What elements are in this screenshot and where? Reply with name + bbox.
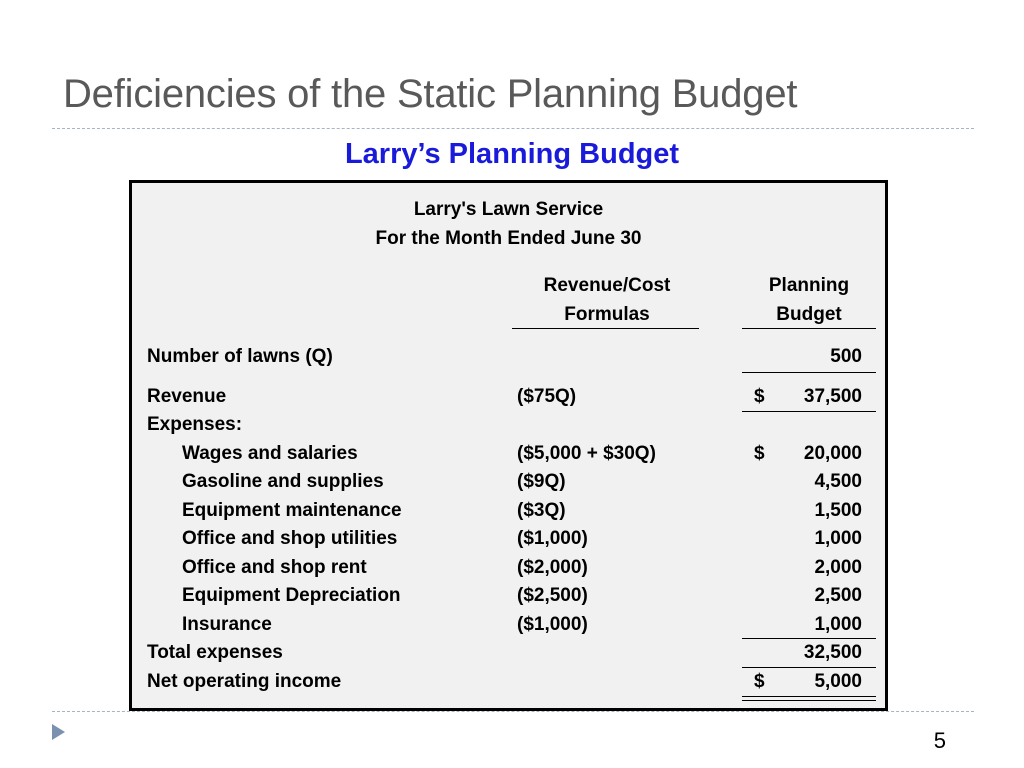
slide-title: Deficiencies of the Static Planning Budget bbox=[63, 72, 798, 116]
formula-column-header-line1: Revenue/Cost bbox=[543, 275, 671, 296]
revenue-underline bbox=[742, 411, 876, 412]
statement-period: For the Month Ended June 30 bbox=[375, 228, 642, 249]
formula-header-underline bbox=[512, 328, 699, 329]
net-income-double-underline-1 bbox=[742, 696, 876, 697]
expense-value: 1,000 bbox=[814, 528, 862, 549]
net-income-currency: $ bbox=[754, 671, 765, 692]
lawns-label: Number of lawns (Q) bbox=[147, 346, 333, 367]
expense-formula: ($3Q) bbox=[517, 500, 566, 521]
expense-label: Wages and salaries bbox=[182, 443, 358, 464]
play-arrow-icon bbox=[52, 724, 65, 740]
expense-label: Insurance bbox=[182, 614, 272, 635]
net-income-double-underline-2 bbox=[742, 700, 876, 701]
lawns-value: 500 bbox=[830, 346, 862, 367]
net-income-value: 5,000 bbox=[814, 671, 862, 692]
expense-value: 2,000 bbox=[814, 557, 862, 578]
expense-value: 4,500 bbox=[814, 471, 862, 492]
budget-column-header-line1: Planning bbox=[768, 275, 850, 296]
expense-value: 1,500 bbox=[814, 500, 862, 521]
expense-label: Gasoline and supplies bbox=[182, 471, 384, 492]
expense-label: Equipment Depreciation bbox=[182, 585, 401, 606]
total-expenses-value: 32,500 bbox=[803, 642, 862, 663]
net-income-label: Net operating income bbox=[147, 671, 342, 692]
revenue-value: 37,500 bbox=[803, 386, 862, 407]
budget-statement-panel bbox=[129, 180, 888, 711]
lawns-underline bbox=[742, 372, 876, 373]
expense-formula: ($9Q) bbox=[517, 471, 566, 492]
expense-value: 20,000 bbox=[803, 443, 862, 464]
expense-label: Equipment maintenance bbox=[182, 500, 402, 521]
expense-formula: ($2,000) bbox=[517, 557, 588, 578]
title-divider bbox=[52, 128, 974, 129]
revenue-formula: ($75Q) bbox=[517, 386, 577, 407]
revenue-currency: $ bbox=[754, 386, 765, 407]
total-expenses-underline bbox=[742, 667, 876, 668]
expense-formula: ($2,500) bbox=[517, 585, 588, 606]
budget-header-underline bbox=[742, 328, 876, 329]
expense-formula: ($5,000 + $30Q) bbox=[517, 443, 656, 464]
expenses-label: Expenses: bbox=[147, 414, 243, 435]
revenue-label: Revenue bbox=[147, 386, 227, 407]
budget-column-header-line2: Budget bbox=[776, 304, 842, 325]
page-number: 5 bbox=[933, 728, 946, 753]
expense-label: Office and shop utilities bbox=[182, 528, 398, 549]
slide-subtitle: Larry’s Planning Budget bbox=[344, 138, 680, 170]
expense-currency: $ bbox=[754, 443, 765, 464]
formula-column-header-line2: Formulas bbox=[564, 304, 650, 325]
expenses-underline bbox=[742, 638, 876, 639]
total-expenses-label: Total expenses bbox=[147, 642, 283, 663]
expense-value: 2,500 bbox=[814, 585, 862, 606]
expense-formula: ($1,000) bbox=[517, 614, 588, 635]
expense-label: Office and shop rent bbox=[182, 557, 367, 578]
expense-value: 1,000 bbox=[814, 614, 862, 635]
company-name: Larry's Lawn Service bbox=[413, 199, 604, 220]
expense-formula: ($1,000) bbox=[517, 528, 588, 549]
footer-divider bbox=[52, 711, 974, 712]
